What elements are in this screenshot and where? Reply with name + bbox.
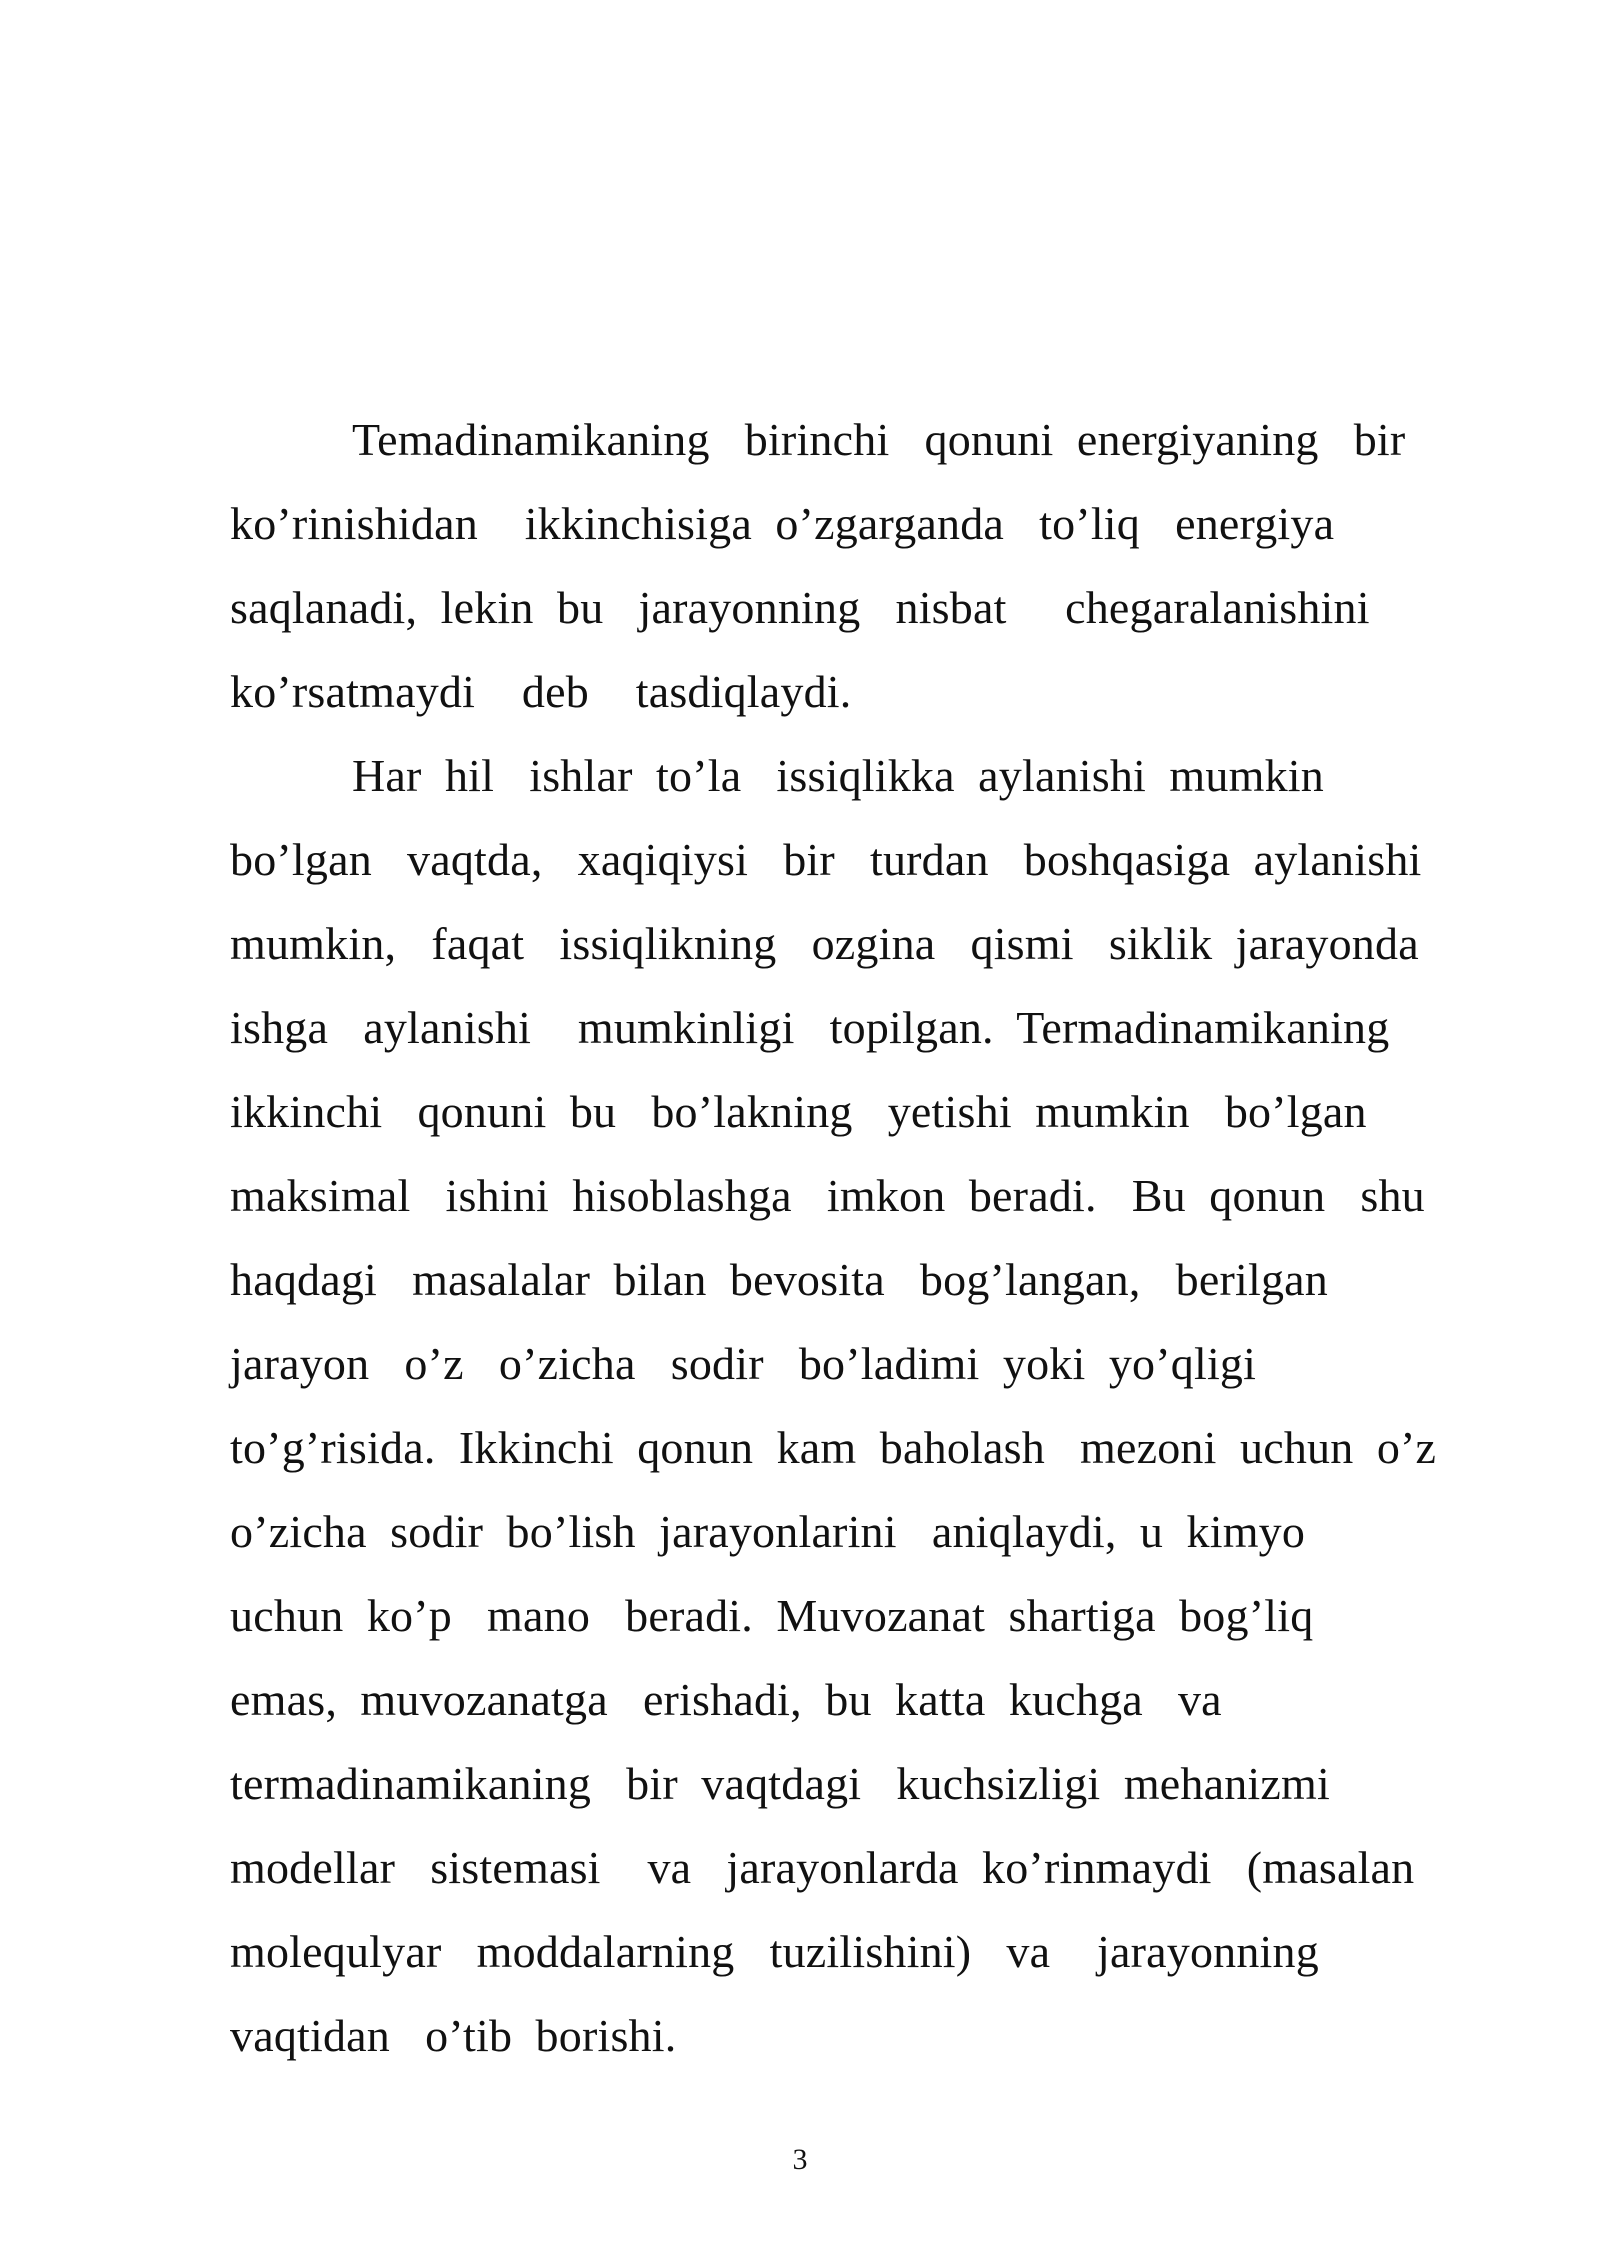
- text-line: Temadinamikaning birinchi qonuni energiyaning bir: [352, 414, 1406, 465]
- text-line: to’g’risida. Ikkinchi qonun kam baholash mezoni uchun o’z: [230, 1422, 1437, 1473]
- text-line: jarayon o’z o’zicha sodir bo’ladimi yoki yo’qligi: [230, 1338, 1257, 1389]
- text-line: vaqtidan o’tib borishi.: [230, 2010, 677, 2061]
- text-line: ishga aylanishi mumkinligi topilgan. Termadinamikaning: [230, 1002, 1390, 1053]
- text-line: ikkinchi qonuni bu bo’lakning yetishi mumkin bo’lgan: [230, 1086, 1367, 1137]
- text-line: uchun ko’p mano beradi. Muvozanat shartiga bog’liq: [230, 1590, 1314, 1641]
- text-line: Har hil ishlar to’la issiqlikka aylanishi mumkin: [352, 750, 1324, 801]
- page-number: 3: [792, 2143, 808, 2176]
- text-line: mumkin, faqat issiqlikning ozgina qismi siklik jarayonda: [230, 918, 1419, 969]
- text-line: haqdagi masalalar bilan bevosita bog’langan, berilgan: [230, 1254, 1328, 1305]
- text-line: modellar sistemasi va jarayonlarda ko’rinmaydi (masalan: [230, 1842, 1415, 1893]
- text-line: maksimal ishini hisoblashga imkon beradi. Bu qonun shu: [230, 1170, 1425, 1221]
- text-line: ko’rsatmaydi deb tasdiqlaydi.: [230, 666, 852, 717]
- text-line: o’zicha sodir bo’lish jarayonlarini aniqlaydi, u kimyo: [230, 1506, 1306, 1557]
- body-text: [230, 398, 1530, 2078]
- text-line: ko’rinishidan ikkinchisiga o’zgarganda to’liq energiya: [230, 498, 1335, 549]
- text-line: bo’lgan vaqtda, xaqiqiysi bir turdan boshqasiga aylanishi: [230, 834, 1422, 885]
- text-line: molequlyar moddalarning tuzilishini) va jarayonning: [230, 1926, 1319, 1977]
- text-line: termadinamikaning bir vaqtdagi kuchsizligi mehanizmi: [230, 1758, 1330, 1809]
- text-line: saqlanadi, lekin bu jarayonning nisbat chegaralanishini: [230, 582, 1370, 633]
- text-line: emas, muvozanatga erishadi, bu katta kuchga va: [230, 1674, 1222, 1725]
